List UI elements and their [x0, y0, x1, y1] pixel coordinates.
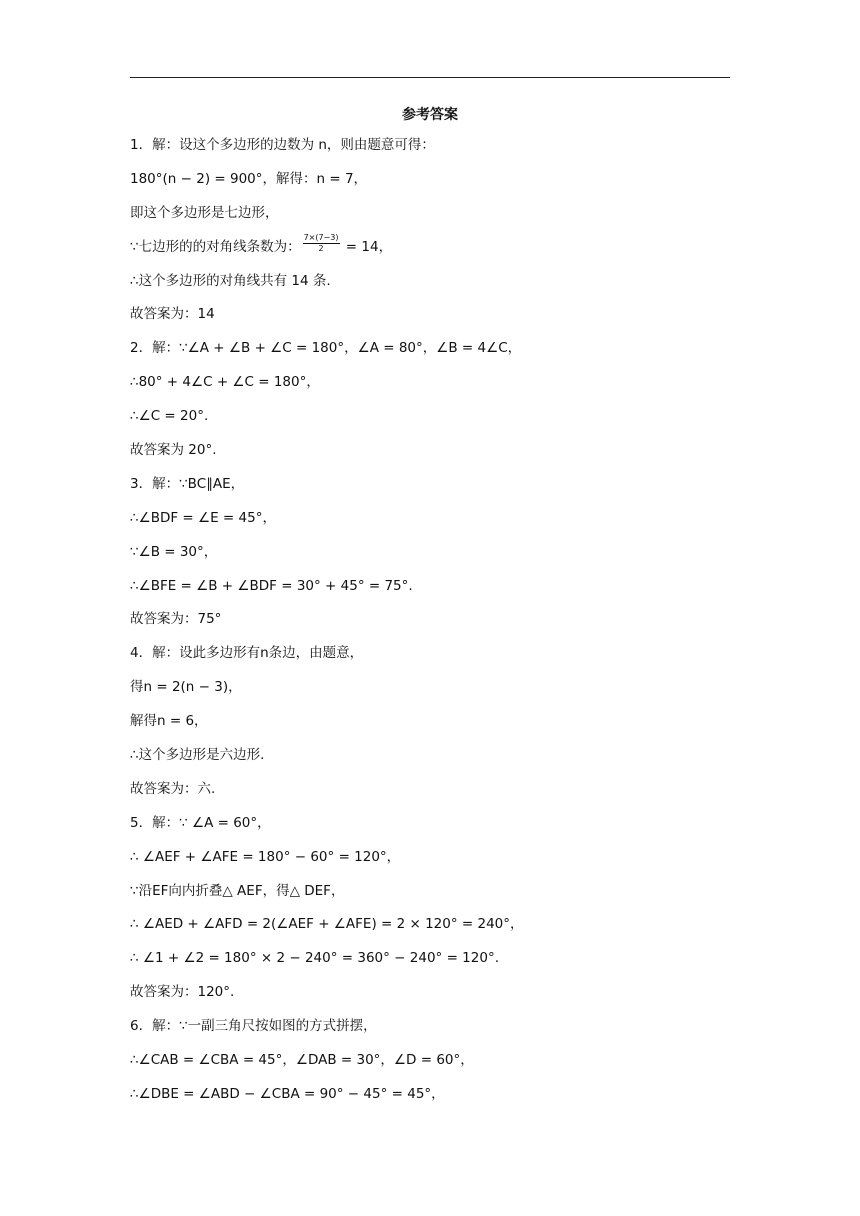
answer-line: ∴这个多边形是六边形. [130, 747, 265, 764]
answer-line: 解得n = 6， [130, 713, 208, 730]
answer-line: 4．解：设此多边形有n条边，由题意， [130, 645, 364, 662]
answer-line: 2．解：∵∠A + ∠B + ∠C = 180°，∠A = 80°，∠B = 4∠C， [130, 340, 522, 357]
answer-line: ∴∠DBE = ∠ABD − ∠CBA = 90° − 45° = 45°， [130, 1085, 445, 1102]
answer-line: 6．解：∵一副三角尺按如图的方式拼摆， [130, 1018, 377, 1035]
answer-line: 故答案为：14 [130, 306, 215, 323]
answer-line: 得n = 2(n − 3)， [130, 679, 242, 696]
answer-line-with-fraction [130, 233, 770, 270]
answer-line: ∴ ∠1 + ∠2 = 180° × 2 − 240° = 360° − 240° = 120°. [130, 950, 499, 967]
answer-line: 故答案为 20°. [130, 442, 217, 459]
answer-line: 故答案为：120°. [130, 984, 235, 1001]
answer-line: ∴ ∠AED + ∠AFD = 2(∠AEF + ∠AFE) = 2 × 120° = 240°， [130, 916, 524, 933]
answer-line: ∴∠BDF = ∠E = 45°， [130, 509, 276, 526]
answer-line: ∴∠C = 20°. [130, 408, 209, 425]
fraction-suffix: = 14， [341, 238, 393, 255]
page-title: 参考答案 [402, 107, 458, 123]
answer-line: 3．解：∵BC∥AE， [130, 475, 245, 492]
answer-line: ∴∠CAB = ∠CBA = 45°，∠DAB = 30°，∠D = 60°， [130, 1052, 474, 1069]
header-rule [130, 77, 730, 78]
answer-line: 故答案为：75° [130, 611, 222, 628]
answer-line: ∴这个多边形的对角线共有 14 条. [130, 272, 331, 289]
fraction [303, 233, 340, 254]
answer-line: 故答案为：六. [130, 780, 216, 797]
answer-line: ∴∠BFE = ∠B + ∠BDF = 30° + 45° = 75°. [130, 577, 413, 594]
answer-line: ∴80° + 4∠C + ∠C = 180°， [130, 374, 320, 391]
answer-line: 180°(n − 2) = 900°，解得：n = 7， [130, 170, 368, 187]
answer-line: ∵∠B = 30°， [130, 543, 218, 560]
answer-line: ∴ ∠AEF + ∠AFE = 180° − 60° = 120°， [130, 848, 401, 865]
answer-body [130, 134, 770, 1117]
fraction-numerator: 7×(7−3) [303, 233, 339, 243]
answer-line: 即这个多边形是七边形， [130, 204, 279, 221]
fraction-prefix: ∵七边形的的对角线条数为： [130, 238, 301, 255]
answer-line: 1．解：设这个多边形的边数为 n，则由题意可得： [130, 137, 435, 153]
answer-line: ∵沿EF向内折叠△ AEF，得△ DEF， [130, 882, 345, 899]
fraction-denominator: 2 [318, 244, 324, 254]
answer-line: 5．解：∵ ∠A = 60°， [130, 814, 271, 831]
